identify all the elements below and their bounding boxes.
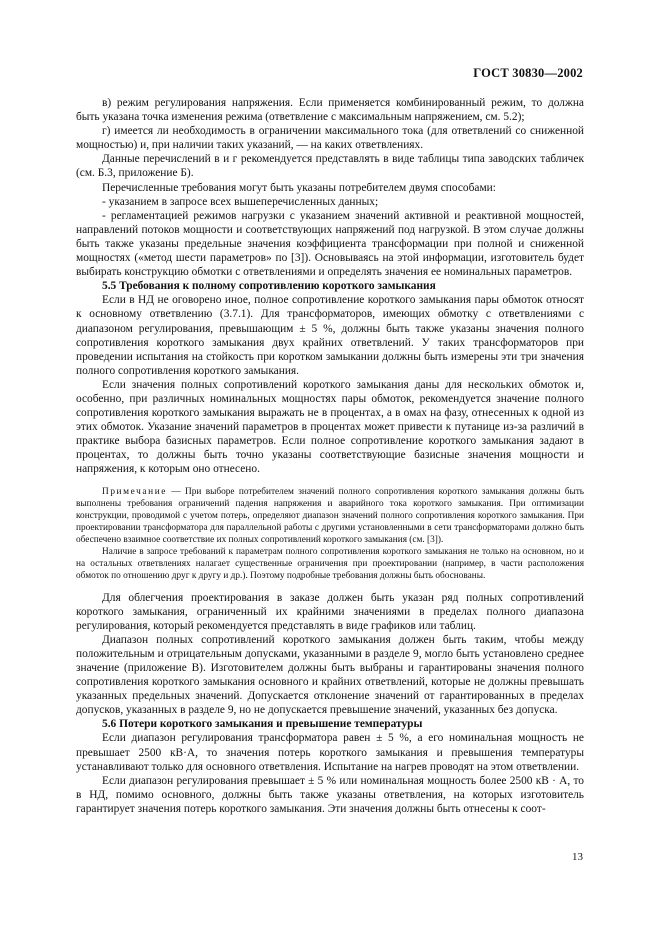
document-body	[76, 96, 584, 816]
paragraph: Диапазон полных сопротивлений короткого замыкания должен быть таким, чтобы между положительным и отрицательным допусками, указанными в разделе 9, могло быть установлено среднее значение (приложение В). Изготовителем должны быть выбраны и гарантированы значения полного сопротивления короткого замыкания основного и крайних ответвлений, которые не должны превышать указанных предельных значений. Допускается отклонение значений от гарантированных в пределах допусков, указанных в разделе 9, но не допускается превышение значений, указанных без допуска.	[76, 633, 584, 717]
paragraph: г) имеется ли необходимость в ограничении максимального тока (для ответвлений со сниженной мощностью) и, при наличии таких указаний, — на каких ответвлениях.	[76, 125, 584, 152]
note-paragraph	[76, 486, 584, 546]
paragraph: Данные перечислений в и г рекомендуется представлять в виде таблицы типа заводских табличек (см. Б.3, приложение Б).	[76, 153, 584, 180]
paragraph: Если диапазон регулирования превышает ± 5 % или номинальная мощность более 2500 кВ · А, то в НД, помимо основного, должны быть также указаны ответвления, на которых изготовитель гарантирует значения потерь короткого замыкания. Эти значения должны быть отнесены к соот-	[76, 774, 584, 815]
paragraph: Если диапазон регулирования трансформатора равен ± 5 %, а его номинальная мощность не превышает 2500 кВ·А, то значения потерь короткого замыкания и превышения температуры устанавливают только для основного ответвления. Испытание на нагрев проводят на этом ответвлении.	[76, 732, 584, 773]
note-block	[76, 486, 584, 582]
list-item: - указанием в запросе всех вышеперечисленных данных;	[102, 195, 379, 208]
list-item: - регламентацией режимов нагрузки с указанием значений активной и реактивной мощностей, направлений потоков мощности и соответствующих напряжений под нагрузкой. В этом случае должны быть также указаны предельные значения коэффициента трансформации при полной и сниженной мощностях («метод шести параметров» по [3]). Основываясь на этой информации, изготовитель будет выбирать конструкцию обмотки с ответвлениями и определять значения ее номинальных параметров.	[76, 209, 584, 279]
paragraph: Если значения полных сопротивлений короткого замыкания даны для нескольких обмоток и, особенно, при различных номинальных мощностях пары обмоток, рекомендуется значение полного сопротивления короткого замыкания выражать не в процентах, а в омах на фазу, отнесенных к одной из этих обмоток. Указание значений параметров в процентах может привести к путанице из-за различий в практике выбора базисных параметров. Если полное сопротивление короткого замыкания задают в процентах, то должны быть точно указаны соответствующие базисные значения мощности и напряжения, к которым оно отнесено.	[76, 378, 584, 476]
paragraph: Для облегчения проектирования в заказе должен быть указан ряд полных сопротивлений короткого замыкания, ограниченный их крайними значениями в пределах полного диапазона регулирования, который рекомендуется представлять в виде графиков или таблиц.	[76, 591, 584, 632]
page-number: 13	[572, 851, 583, 863]
note-paragraph: Наличие в запросе требований к параметрам полного сопротивления короткого замыкания не только на основном, но и на остальных ответвлениях налагает существенные ограничения при проектировании (например, в части расположения обмоток по отношению друг к другу и др.). Поэтому подробные требования должны быть обоснованы.	[76, 546, 584, 581]
paragraph: Если в НД не оговорено иное, полное сопротивление короткого замыкания пары обмоток относят к основному ответвлению (3.7.1). Для трансформаторов, имеющих обмотку с ответвлениями с диапазоном регулирования, превышающим ± 5 %, должны быть также указаны значения полного сопротивления короткого замыкания двух крайних ответвлений. У таких трансформаторов при проведении испытания на стойкость при коротком замыкании должны быть измерены эти три значения полного сопротивления короткого замыкания.	[76, 294, 584, 377]
paragraph: в) режим регулирования напряжения. Если применяется комбинированный режим, то должна быть указана точка изменения режима (ответвление с максимальным напряжением, см. 5.2);	[76, 97, 584, 124]
paragraph: Перечисленные требования могут быть указаны потребителем двумя способами:	[102, 181, 496, 194]
note-label: Примечание	[102, 486, 167, 497]
section-heading-5-6: 5.6 Потери короткого замыкания и превышение температуры	[102, 718, 423, 731]
note-text: — При выборе потребителем значений полного сопротивления короткого замыкания должны быть выполнены требования ограничений падения напряжения и аварийного тока короткого замыкания. При оптимизации конструкции, проводимой с учетом потерь, определяют диапазон значений полного сопротивления короткого замыкания. При проектировании трансформатора для параллельной работы с другими установленными в сети трансформаторами должно быть обеспечено взаимное соответствие их полных сопротивлений короткого замыкания (см. [3]).	[76, 486, 584, 545]
document-code: ГОСТ 30830—2002	[473, 66, 583, 80]
section-heading-5-5: 5.5 Требования к полному сопротивлению короткого замыкания	[102, 280, 436, 293]
